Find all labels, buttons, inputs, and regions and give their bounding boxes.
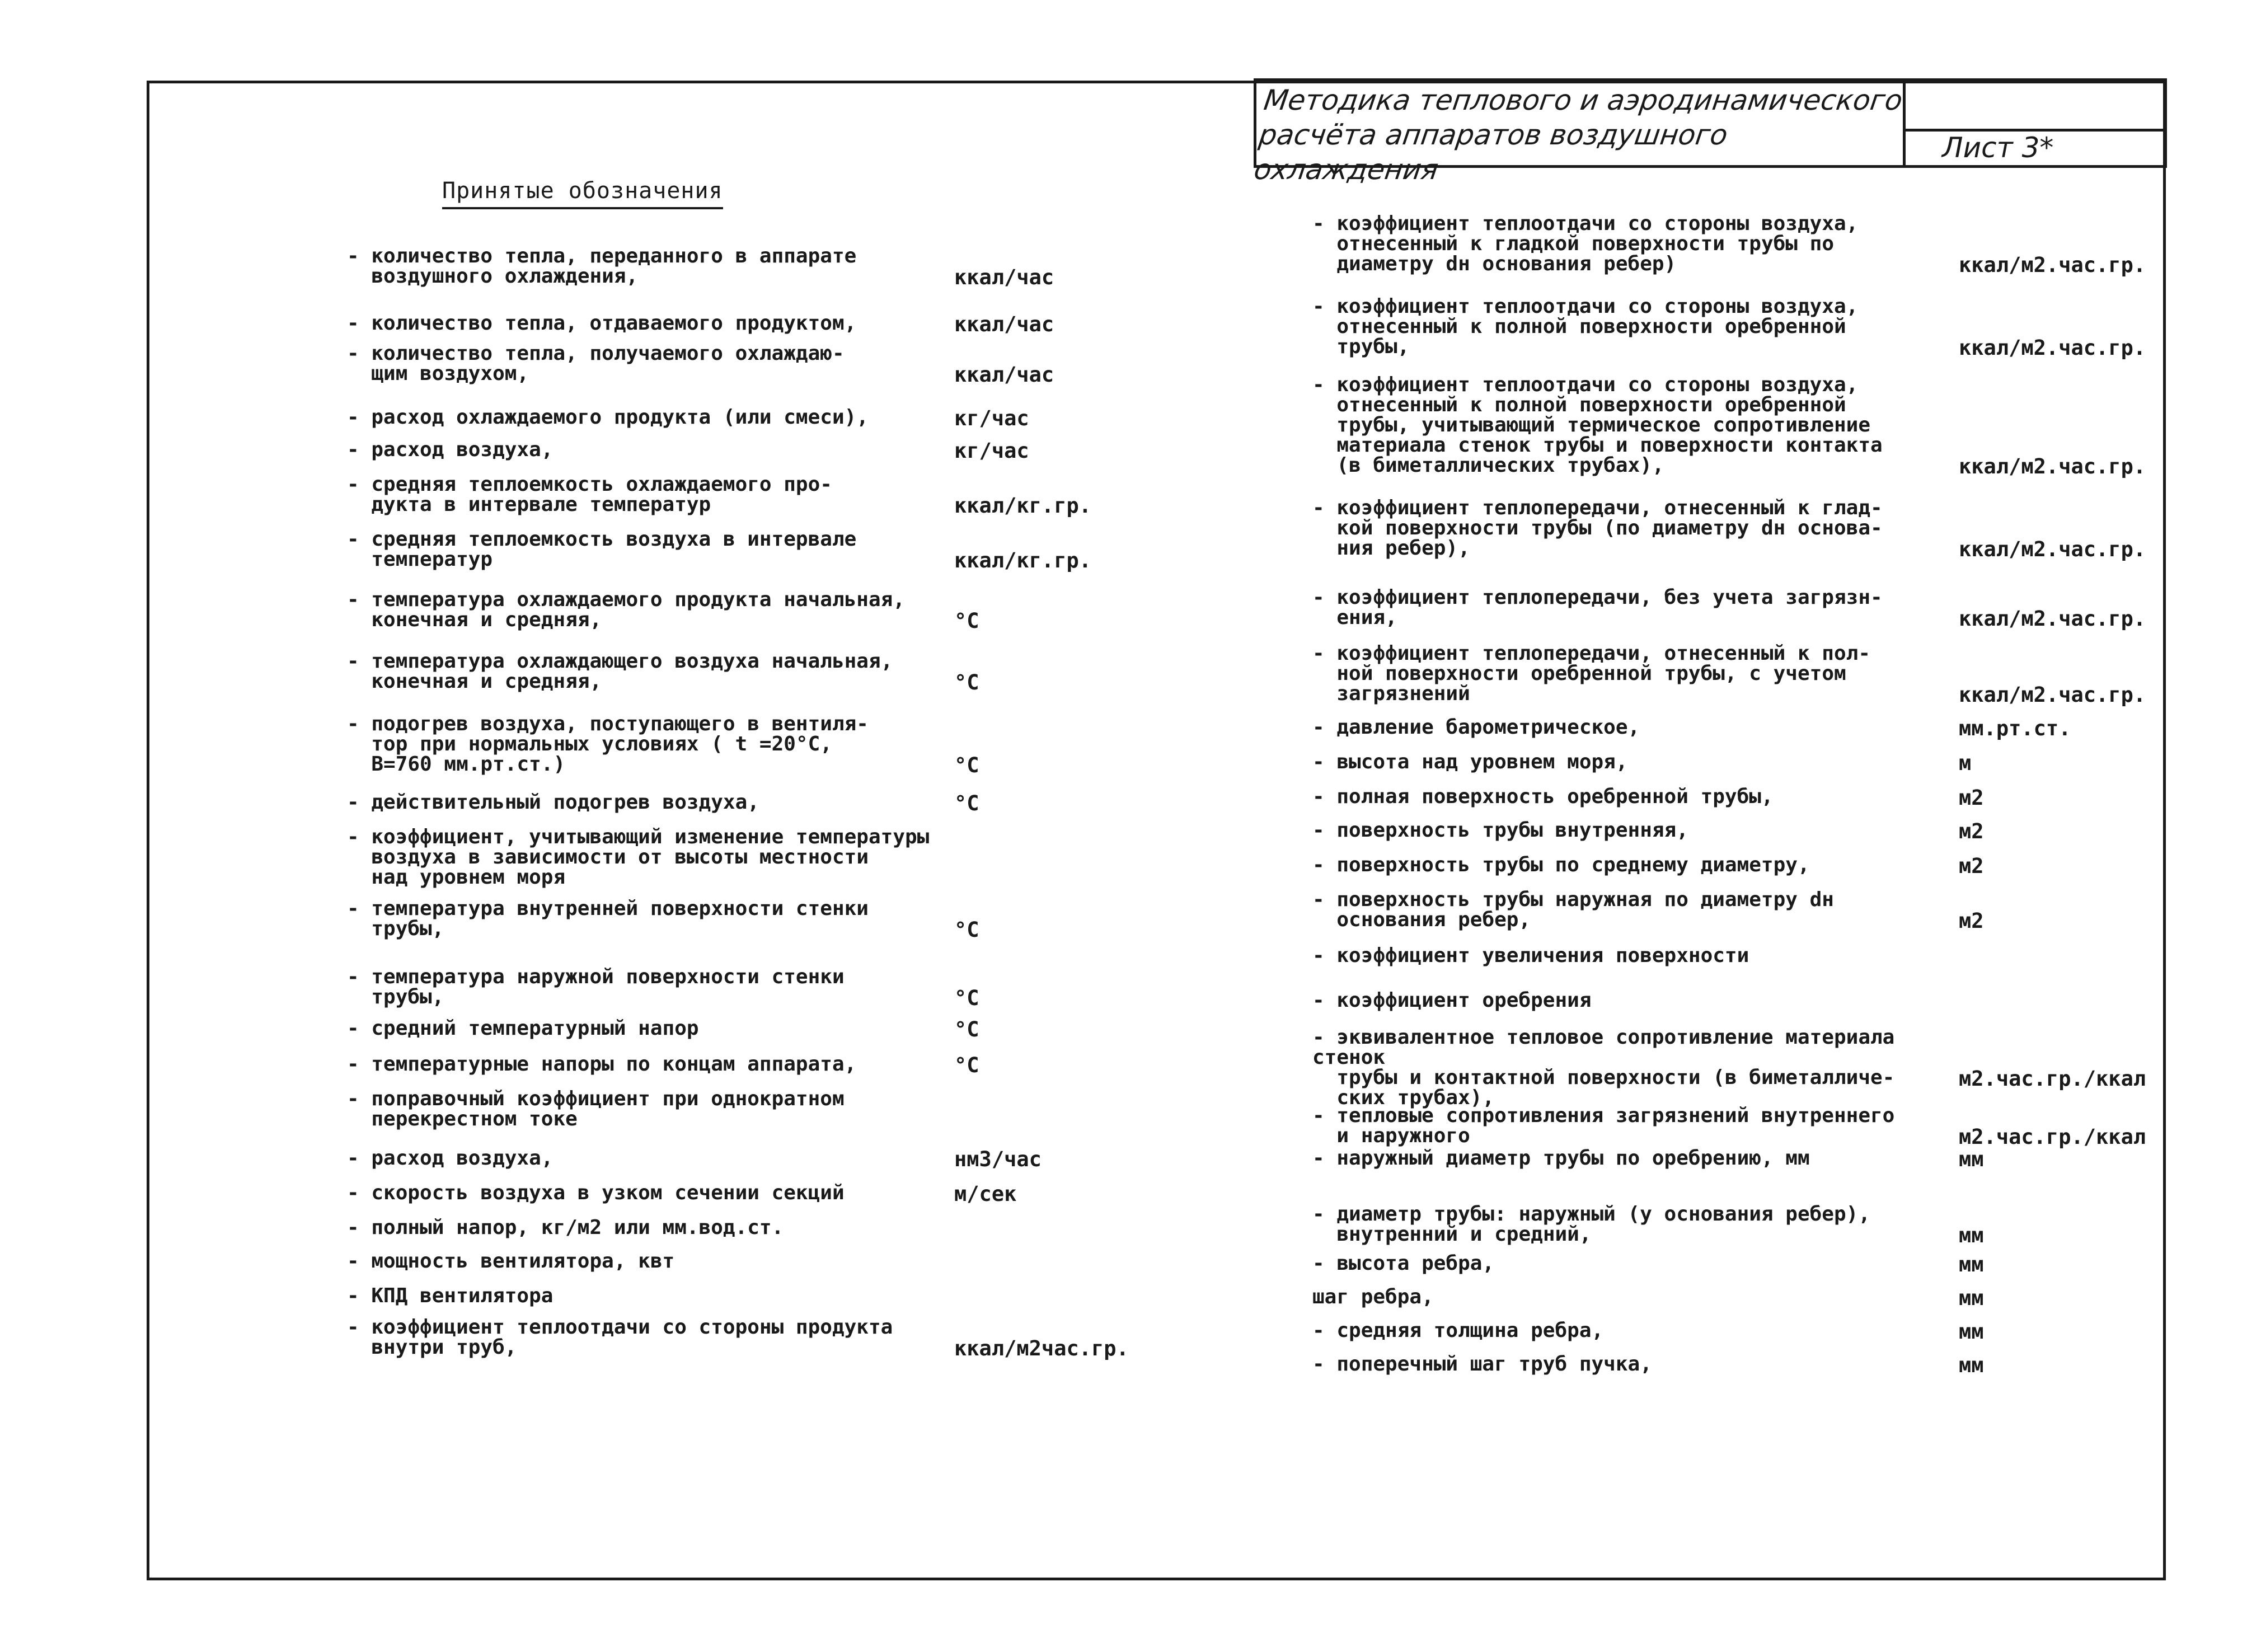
notation-unit: °C [954,753,979,777]
notation-description: - КПД вентилятора [347,1284,553,1307]
notation-unit: ккал/кг.гр. [954,494,1092,518]
notation-description: - коэффициент теплоотдачи со стороны воздуха, отнесенный к полной поверхности оребренной трубы, учитывающий термическое сопротивление материала стенок трубы и поверхности контакта (в биметаллических трубах), [1312,373,1883,477]
notation-unit: ккал/м2.час.гр. [1959,607,2146,631]
notation-unit: °C [954,670,979,694]
notation-unit: мм [1959,1223,1984,1247]
notation-unit: ккал/м2час.гр. [954,1336,1129,1360]
notation-unit: м2 [1959,909,1984,933]
notation-description: - коэффициент теплоотдачи со стороны продукта внутри труб, [347,1316,893,1359]
notation-unit: ккал/кг.гр. [954,548,1092,572]
notation-description: - действительный подогрев воздуха, [347,791,759,814]
notation-description: - температура внутренней поверхности стенки трубы, [347,897,869,940]
notation-description: - поверхность трубы наружная по диаметру dн основания ребер, [1312,888,1834,931]
notation-unit: нм3/час [954,1147,1042,1171]
notation-unit: ккал/час [954,363,1054,387]
notation-description: - поперечный шаг труб пучка, [1312,1353,1652,1376]
notation-description: - мощность вентилятора, квт [347,1250,675,1273]
title-line-2: расчёта аппаратов воздушного охлаждения [1252,119,1730,186]
notation-unit: мм [1959,1252,1984,1276]
notation-description: - коэффициент теплопередачи, отнесенный к пол- ной поверхности оребренной трубы, с учетом загрязнений [1312,642,1870,705]
notation-unit: мм [1959,1320,1984,1344]
notation-description: - высота над уровнем моря, [1312,750,1628,773]
notation-description: - температура охлаждаемого продукта начальная, конечная и средняя, [347,588,905,631]
notation-unit: ккал/час [954,312,1054,336]
notation-description: - коэффициент теплопередачи, без учета загрязн- ения, [1312,586,1883,629]
notation-description: - поверхность трубы внутренняя, [1312,819,1688,842]
document-title [1252,83,1910,187]
notation-unit: мм [1959,1286,1984,1310]
notation-unit: °C [954,1017,979,1041]
notation-description: - поправочный коэффициент при однократном перекрестном токе [347,1087,845,1130]
notation-unit: ккал/м2.час.гр. [1959,537,2146,561]
notation-description: - коэффициент теплопередачи, отнесенный к глад- кой поверхности трубы (по диаметру dн основа- ния ребер), [1312,496,1883,560]
notation-description: - полный напор, кг/м2 или мм.вод.ст. [347,1216,784,1239]
notation-description: - расход воздуха, [347,438,553,461]
title-line-1: Методика теплового и аэродинамического [1261,84,1905,116]
notation-unit: м [1959,751,1972,775]
notation-unit: м2.час.гр./ккал [1959,1125,2146,1149]
notation-unit: м2 [1959,819,1984,843]
notation-unit: кг/час [954,406,1029,430]
notation-unit: ккал/м2.час.гр. [1959,253,2146,277]
notation-description: - поверхность трубы по среднему диаметру, [1312,853,1810,876]
sheet-number: Лист 3* [1942,132,2054,164]
notation-description: - расход охлаждаемого продукта (или смеси), [347,406,869,429]
notation-description: - коэффициент теплоотдачи со стороны воздуха, отнесенный к полной поверхности оребренной трубы, [1312,295,1859,358]
section-heading: Принятые обозначения [442,178,723,209]
notation-description: - количество тепла, отдаваемого продуктом, [347,312,857,335]
notation-description: - тепловые сопротивления загрязнений внутреннего и наружного [1312,1104,1895,1147]
notation-description: - средняя теплоемкость воздуха в интервале температур [347,528,857,571]
notation-description: - количество тепла, получаемого охлаждаю- щим воздухом, [347,342,845,385]
notation-unit: м2.час.гр./ккал [1959,1067,2146,1091]
notation-unit: ккал/м2.час.гр. [1959,454,2146,478]
notation-unit: °C [954,986,979,1010]
notation-description: - полная поверхность оребренной трубы, [1312,785,1774,808]
notation-description: - количество тепла, переданного в аппарате воздушного охлаждения, [347,245,857,288]
notation-description: - коэффициент теплоотдачи со стороны воздуха, отнесенный к гладкой поверхности трубы по диаметру dн основания ребер) [1312,212,1859,275]
notation-description: - высота ребра, [1312,1252,1495,1275]
notation-description: - средняя теплоемкость охлаждаемого про- дукта в интервале температур [347,473,832,516]
notation-description: шаг ребра, [1312,1285,1434,1308]
notation-description: - подогрев воздуха, поступающего в вентиля- тор при нормальных условиях ( t =20°C, B=760 мм.рт.ст.) [347,712,869,776]
notation-description: - расход воздуха, [347,1147,553,1170]
notation-description: - эквивалентное тепловое сопротивление материала стенок трубы и контактной поверхности (в биметалличе- ских трубах), [1312,1026,1895,1109]
notation-unit: ккал/м2.час.гр. [1959,683,2146,707]
notation-description: - диаметр трубы: наружный (у основания ребер), внутренний и средний, [1312,1203,1870,1246]
notation-unit: м2 [1959,854,1984,878]
notation-unit: °C [954,918,979,942]
notation-description: - коэффициент оребрения [1312,989,1592,1012]
notation-unit: м2 [1959,786,1984,810]
notation-unit: кг/час [954,439,1029,463]
notation-unit: °C [954,791,979,815]
notation-unit: °C [954,609,979,633]
notation-description: - коэффициент, учитывающий изменение температуры воздуха в зависимости от высоты местности над уровнем моря [347,825,930,889]
notation-unit: мм.рт.ст. [1959,716,2071,740]
notation-description: - температурные напоры по концам аппарата, [347,1053,857,1076]
notation-description: - давление барометрическое, [1312,716,1640,739]
notation-unit: °C [954,1053,979,1077]
notation-description: - температура охлаждающего воздуха начальная, конечная и средняя, [347,650,893,693]
notation-description: - средний температурный напор [347,1017,699,1040]
notation-unit: ккал/час [954,265,1054,289]
notation-unit: м/сек [954,1182,1017,1206]
notation-unit: мм [1959,1147,1984,1171]
notation-description: - коэффициент увеличения поверхности [1312,944,1749,967]
notation-description: - наружный диаметр трубы по оребрению, мм [1312,1147,1810,1170]
notation-unit: ккал/м2.час.гр. [1959,336,2146,360]
notation-unit: мм [1959,1353,1984,1377]
notation-description: - средняя толщина ребра, [1312,1319,1604,1342]
notation-description: - скорость воздуха в узком сечении секций [347,1181,845,1204]
notation-description: - температура наружной поверхности стенки трубы, [347,965,845,1008]
